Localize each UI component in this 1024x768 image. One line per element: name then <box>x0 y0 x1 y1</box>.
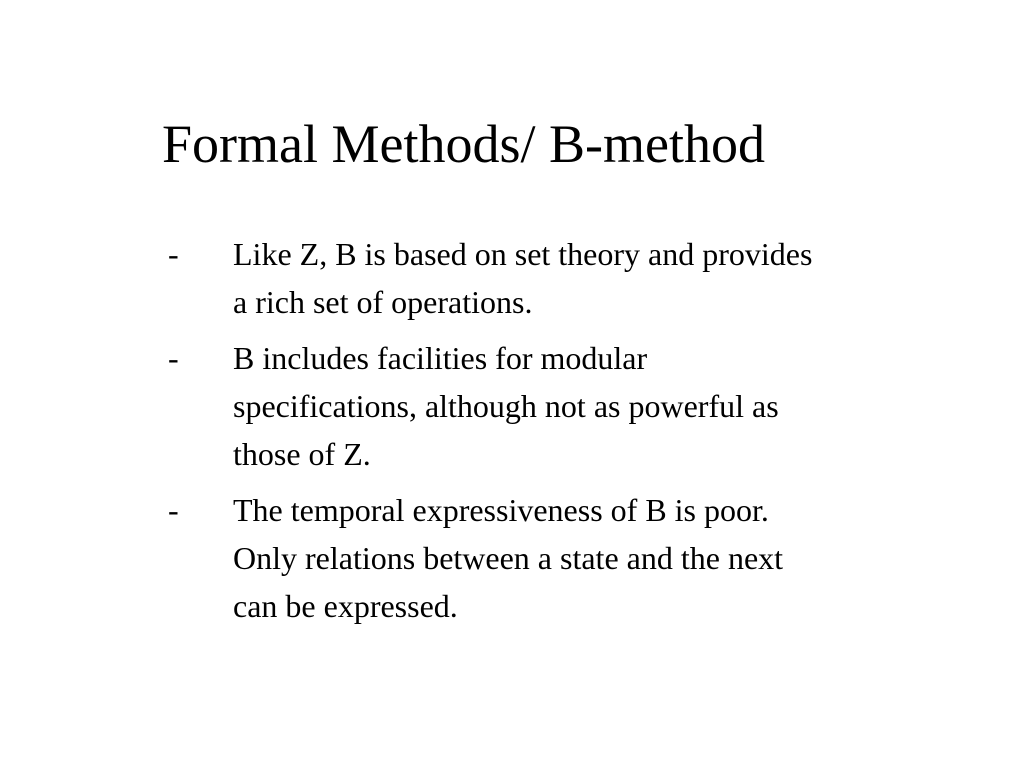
bullet-line: a rich set of operations. <box>233 284 533 320</box>
bullet-list <box>162 230 962 638</box>
bullet-marker: - <box>168 340 179 376</box>
bullet-line: can be expressed. <box>233 588 458 624</box>
bullet-item <box>162 486 962 630</box>
bullet-marker: - <box>168 236 179 272</box>
bullet-item <box>162 230 962 326</box>
slide-title: Formal Methods/ B-method <box>162 114 765 174</box>
bullet-line: those of Z. <box>233 436 371 472</box>
bullet-line: Like Z, B is based on set theory and provides <box>233 236 813 272</box>
bullet-line: specifications, although not as powerful as <box>233 388 779 424</box>
bullet-line: The temporal expressiveness of B is poor. <box>233 492 769 528</box>
bullet-line: Only relations between a state and the next <box>233 540 784 576</box>
bullet-item <box>162 334 962 478</box>
bullet-marker: - <box>168 492 179 528</box>
bullet-line: B includes facilities for modular <box>233 340 648 376</box>
